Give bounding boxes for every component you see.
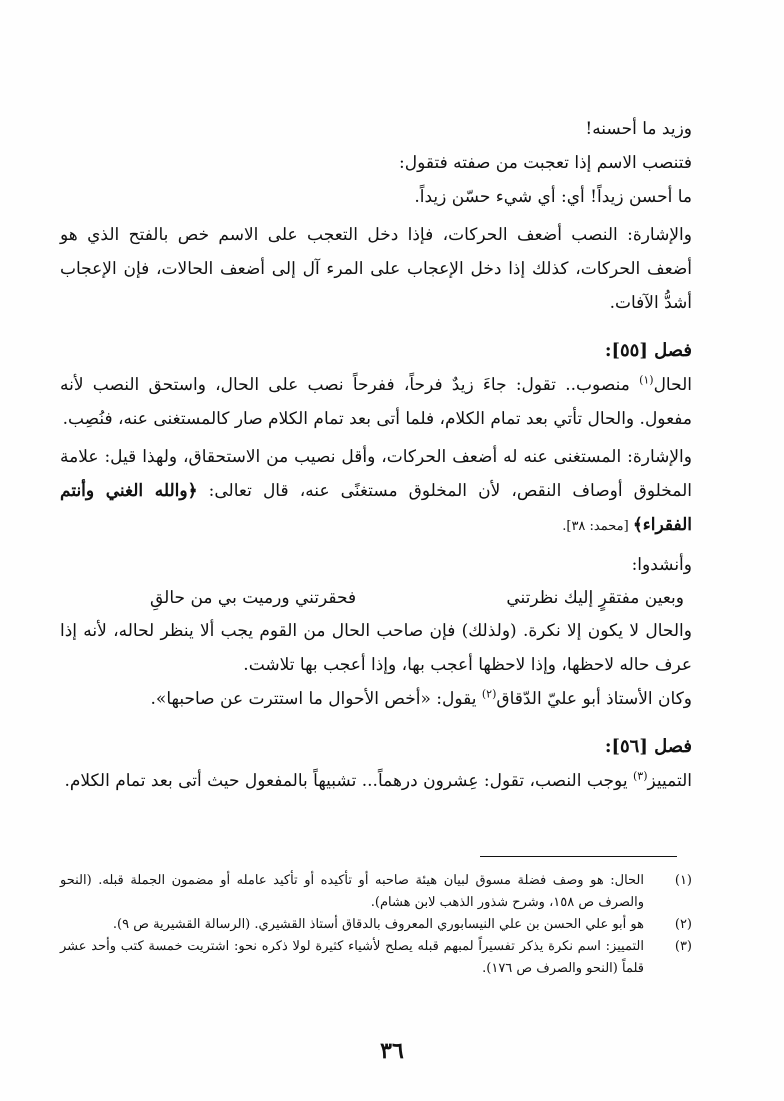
section-55-heading: فصل [٥٥]:: [604, 340, 692, 361]
paragraph-text: والإشارة: المستغنى عنه له أضعف الحركات، وأقل نصيب من الاستحقاق، ولهذا قيل: علامة المخلوق أوصاف النقص، لأن المخلوق مستغنًى عنه، قال تعالى:: [60, 447, 692, 501]
footnote-ref-1: (١): [639, 373, 654, 387]
paragraph-text: يقول: «أخص الأحوال ما استترت عن صاحبها».: [150, 689, 482, 709]
footnote-text: الحال: هو وصف فضلة مسوق لبيان هيئة صاحبه أو تأكيده أو تأكيد عامله أو مضمون الجملة قبله. (النحو والصرف ص ١٥٨، وشرح شذور الذهب لابن هشام).: [60, 873, 644, 910]
term-hal: الحال: [653, 375, 692, 395]
main-text: [60, 112, 692, 798]
footnote-ref-2: (٢): [481, 687, 497, 701]
quran-citation: [محمد: ٣٨].: [562, 519, 633, 534]
section-55-paragraph-4: والحال لا يكون إلا نكرة. (ولذلك) فإن صاحب الحال من القوم يجب ألا ينظر لحاله، لأنه إذا عرف حاله لاحظها، وإذا لاحظها أعجب بها، وإذا أعجب بها تلاشت.: [60, 621, 692, 675]
footnote-number: (٢): [674, 917, 692, 932]
poetry-verse: [60, 582, 692, 614]
footnote-ref-3: (٣): [632, 769, 648, 783]
footnote-number: (١): [674, 873, 692, 888]
term-tamyiz: التمييز: [647, 771, 692, 791]
footnote: [60, 870, 692, 914]
paragraph-text: منصوب.. تقول: جاءَ زيدٌ فرحاً، ففرحاً نصب على الحال، واستحق النصب لأنه مفعول. والحال تأتي بعد تمام الكلام، فلما أتى بعد تمام الكلام صار كالمستغنى عنه، فنُصِب.: [60, 375, 692, 429]
intro-line-1: وزيد ما أحسنه!: [585, 119, 692, 139]
footnote-number: (٣): [674, 939, 692, 954]
poetry-intro: وأنشدوا:: [631, 555, 692, 575]
section-55-paragraph-1: [60, 368, 692, 436]
paragraph-text: يوجب النصب، تقول: عِشرون درهماً... تشبيهاً بالمفعول حيث أتى بعد تمام الكلام.: [64, 771, 633, 791]
footnote-text: التمييز: اسم نكرة يذكر تفسيراً لمبهم قبله يصلح لأشياء كثيرة لولا ذكره نحو: اشتريت خمسة كتب وأحد عشر قلماً (النحو والصرف ص ١٧٦).: [60, 939, 644, 976]
page-number: ٣٦: [380, 1038, 404, 1064]
section-55-paragraph-5: [60, 682, 692, 716]
verse-second-hemistich: فحقرتني ورميت بي من حالقِ: [150, 588, 357, 608]
intro-paragraph: والإشارة: النصب أضعف الحركات، فإذا دخل التعجب على الاسم خص بالفتح الذي هو أضعف الحركات، كذلك إذا دخل الإعجاب على المرء آل إلى أضعف الحالات، فإن الإعجاب أشدُّ الآفات.: [60, 225, 692, 313]
paragraph-text: وكان الأستاذ أبو عليّ الدّقاق: [496, 689, 692, 709]
footnotes: [60, 870, 692, 980]
verse-first-hemistich: وبعين مفتقرٍ إليك نظرتني: [506, 588, 684, 608]
quran-verse: ﴿والله الغني وأنتم الفقراء﴾: [60, 481, 692, 535]
footnote: [60, 914, 692, 936]
intro-line-3: ما أحسن زيداً! أي: أي شيء حسّن زيداً.: [414, 187, 692, 207]
footnote-text: هو أبو علي الحسن بن علي النيسابوري المعروف بالدقاق أستاذ القشيري. (الرسالة القشيرية ص ٩).: [112, 917, 644, 932]
intro-line-2: فتنصب الاسم إذا تعجبت من صفته فتقول:: [398, 153, 692, 173]
footnote-divider: [480, 856, 677, 857]
section-56-heading: فصل [٥٦]:: [604, 736, 692, 757]
section-56-paragraph-1: [60, 764, 692, 798]
section-55-paragraph-2: [60, 440, 692, 544]
footnote: [60, 936, 692, 980]
